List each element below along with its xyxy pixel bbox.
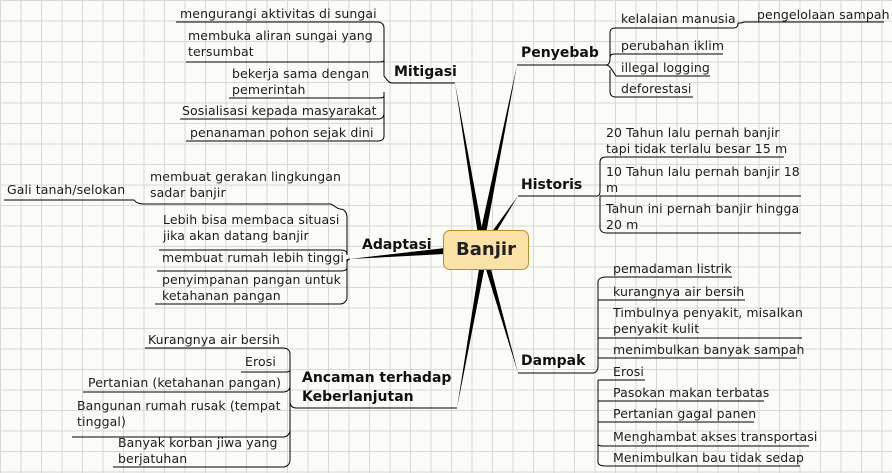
mitigasi-item[interactable]: Sosialisasi kepada masyarakat	[182, 103, 377, 118]
dampak-item[interactable]: menimbulkan banyak sampah	[613, 342, 805, 357]
historis-item[interactable]: 10 Tahun lalu pernah banjir 18	[606, 164, 800, 179]
adaptasi-subitem[interactable]: Gali tanah/selokan	[7, 182, 126, 197]
dampak-item[interactable]: penyakit kulit	[613, 321, 700, 336]
ancaman-item[interactable]: berjatuhan	[118, 451, 188, 466]
dampak-item[interactable]: Pertanian gagal panen	[613, 406, 757, 421]
branch-ancaman-line-1[interactable]: Ancaman terhadap	[302, 370, 452, 386]
adaptasi-item[interactable]: ketahanan pangan	[162, 288, 281, 303]
branch-historis[interactable]: Historis	[521, 177, 583, 193]
adaptasi-item[interactable]: sadar banjir	[150, 185, 226, 200]
historis-item[interactable]: 20 m	[606, 217, 639, 232]
mitigasi-item[interactable]: penanaman pohon sejak dini	[190, 125, 374, 140]
mitigasi-item[interactable]: membuka aliran sungai yang	[188, 28, 373, 43]
penyebab-item[interactable]: kelalaian manusia	[621, 11, 736, 26]
ancaman-item[interactable]: Pertanian (ketahanan pangan)	[88, 375, 282, 390]
ancaman-item[interactable]: Kurangnya air bersih	[148, 332, 281, 347]
ancaman-item[interactable]: Bangunan rumah rusak (tempat	[77, 398, 281, 413]
historis-item[interactable]: tapi tidak terlalu besar 15 m	[606, 141, 788, 156]
historis-item[interactable]: Tahun ini pernah banjir hingga	[606, 201, 800, 216]
branch-penyebab[interactable]: Penyebab	[521, 45, 599, 61]
mitigasi-item[interactable]: mengurangi aktivitas di sungai	[180, 6, 377, 21]
branch-dampak[interactable]: Dampak	[521, 353, 586, 369]
adaptasi-item[interactable]: membuat rumah lebih tinggi	[162, 250, 344, 265]
dampak-item[interactable]: kurangnya air bersih	[613, 284, 745, 299]
dampak-item[interactable]: Pasokan makan terbatas	[613, 385, 770, 400]
mitigasi-item[interactable]: pemerintah	[232, 82, 306, 97]
dampak-item[interactable]: Erosi	[613, 364, 644, 379]
adaptasi-item[interactable]: membuat gerakan lingkungan	[150, 169, 342, 184]
penyebab-item[interactable]: pengelolaan sampah	[757, 7, 890, 22]
adaptasi-item[interactable]: jika akan datang banjir	[163, 228, 309, 243]
branch-ancaman-line-2[interactable]: Keberlanjutan	[302, 389, 414, 405]
penyebab-item[interactable]: perubahan iklim	[621, 38, 725, 53]
dampak-item[interactable]: Timbulnya penyakit, misalkan	[613, 305, 804, 320]
adaptasi-item[interactable]: Lebih bisa membaca situasi	[163, 212, 340, 227]
mitigasi-item[interactable]: bekerja sama dengan	[232, 66, 370, 81]
dampak-item[interactable]: pemadaman listrik	[613, 261, 732, 276]
historis-item[interactable]: m	[606, 180, 619, 195]
central-topic-banjir[interactable]: Banjir	[443, 230, 529, 270]
ancaman-item[interactable]: Erosi	[245, 354, 276, 369]
penyebab-item[interactable]: illegal logging	[621, 60, 710, 75]
dampak-item[interactable]: Menimbulkan bau tidak sedap	[613, 450, 805, 465]
adaptasi-item[interactable]: penyimpanan pangan untuk	[162, 272, 341, 287]
branch-adaptasi[interactable]: Adaptasi	[362, 237, 432, 253]
mitigasi-item[interactable]: tersumbat	[188, 44, 254, 59]
penyebab-item[interactable]: deforestasi	[621, 81, 692, 96]
ancaman-item[interactable]: tinggal)	[77, 414, 126, 429]
dampak-item[interactable]: Menghambat akses transportasi	[613, 429, 818, 444]
branch-mitigasi[interactable]: Mitigasi	[394, 64, 457, 80]
historis-item[interactable]: 20 Tahun lalu pernah banjir	[606, 125, 780, 140]
ancaman-item[interactable]: Banyak korban jiwa yang	[118, 435, 278, 450]
